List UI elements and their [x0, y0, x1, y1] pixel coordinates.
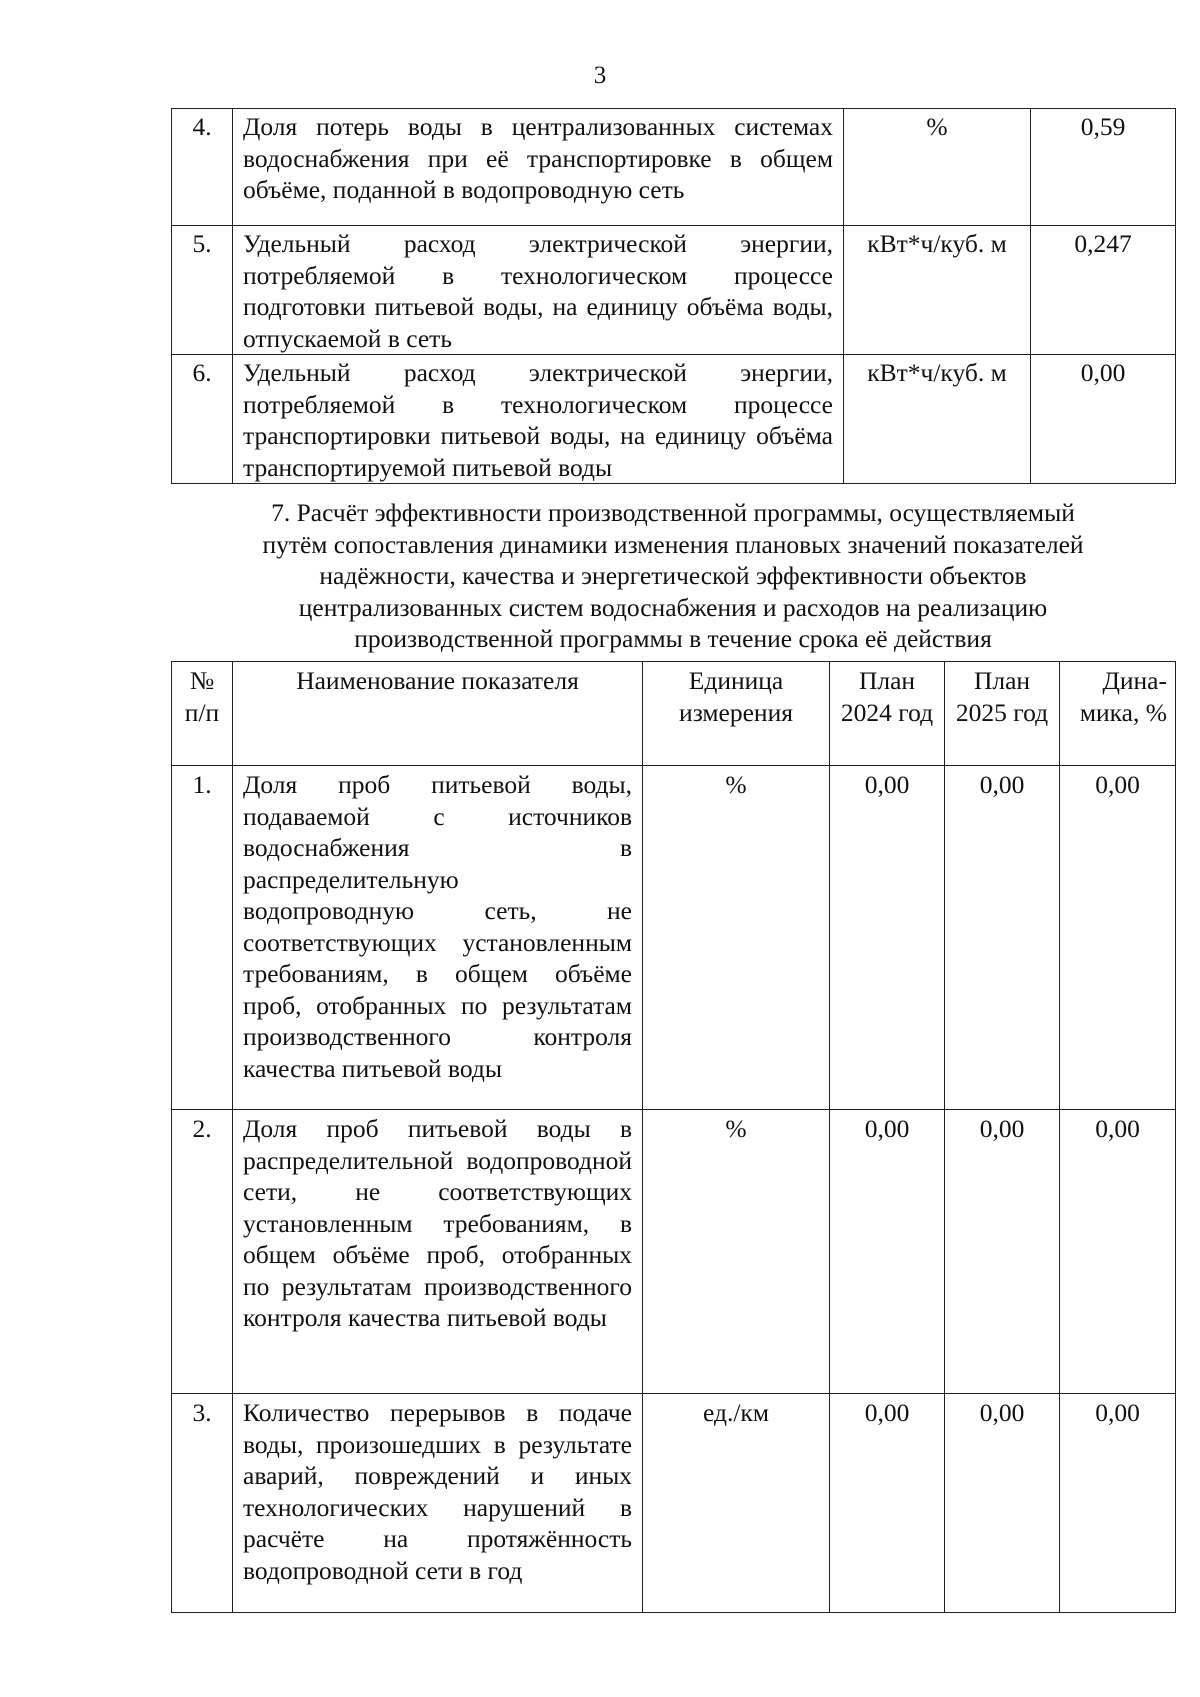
table-row [172, 355, 1176, 484]
indicator-name: Доля проб питьевой воды, подаваемой с источников водоснабжения в распределительную водопроводную сеть, не соответствующих установленным требованиям, в общем объёме проб, отобранных по результатам производственного контроля качества питьевой воды [233, 766, 643, 1110]
plan-2025-value: 0,00 [945, 766, 1060, 1110]
dynamics-value: 0,00 [1060, 1394, 1176, 1613]
section-title [171, 497, 1175, 655]
dynamics-value: 0,00 [1060, 1110, 1176, 1394]
header-name: Наименование показателя [233, 662, 643, 766]
indicator-value: 0,59 [1031, 109, 1176, 226]
table-row [172, 109, 1176, 226]
indicator-value: 0,00 [1031, 355, 1176, 484]
table-header-row [172, 662, 1176, 766]
section-title-line: 7. Расчёт эффективности производственной программы, осуществляемый [271, 498, 1075, 527]
indicator-name: Количество перерывов в подаче воды, произошедших в результате аварий, повреждений и иных технологических нарушений в расчёте на протяжённость водопроводной сети в год [233, 1394, 643, 1613]
row-number: 2. [172, 1110, 233, 1394]
indicator-name: Доля потерь воды в централизованных системах водоснабжения при её транспортировке в общем объёме, поданной в водопроводную сеть [233, 109, 844, 226]
section-title-line: централизованных систем водоснабжения и расходов на реализацию [298, 592, 1048, 622]
section-title-line: надёжности, качества и энергетической эффективности объектов [319, 561, 1027, 590]
row-number: 5. [172, 226, 233, 355]
header-dynamics: Дина-мика, % [1060, 662, 1176, 766]
indicator-unit: % [643, 766, 830, 1110]
indicator-name: Удельный расход электрической энергии, потребляемой в технологическом процессе транспортировки питьевой воды, на единицу объёма транспортируемой питьевой воды [233, 355, 844, 484]
indicator-unit: ед./км [643, 1394, 830, 1613]
table-row [172, 1394, 1176, 1613]
header-plan-2025: План 2025 год [945, 662, 1060, 766]
plan-2025-value: 0,00 [945, 1394, 1060, 1613]
section-title-line: производственной программы в течение срока её действия [354, 624, 992, 653]
plan-2024-value: 0,00 [830, 1110, 945, 1394]
indicator-name: Доля проб питьевой воды в распределительной водопроводной сети, не соответствующих установленным требованиям, в общем объёме проб, отобранных по результатам производственного контроля качества питьевой воды [233, 1110, 643, 1394]
row-number: 3. [172, 1394, 233, 1613]
indicator-unit: % [844, 109, 1031, 226]
row-number: 6. [172, 355, 233, 484]
indicators-table-continued [171, 108, 1176, 484]
indicator-value: 0,247 [1031, 226, 1176, 355]
header-plan-2024: План 2024 год [830, 662, 945, 766]
plan-2025-value: 0,00 [945, 1110, 1060, 1394]
page-number: 3 [593, 62, 607, 89]
indicator-name: Удельный расход электрической энергии, потребляемой в технологическом процессе подготовки питьевой воды, на единицу объёма воды, отпускаемой в сеть [233, 226, 844, 355]
plan-2024-value: 0,00 [830, 766, 945, 1110]
table-row [172, 766, 1176, 1110]
row-number: 4. [172, 109, 233, 226]
header-unit: Единица измерения [643, 662, 830, 766]
row-number: 1. [172, 766, 233, 1110]
indicator-unit: кВт*ч/куб. м [844, 226, 1031, 355]
indicator-unit: кВт*ч/куб. м [844, 355, 1031, 484]
section-title-line: путём сопоставления динамики изменения плановых значений показателей [262, 529, 1084, 559]
efficiency-table [171, 661, 1176, 1613]
header-number: № п/п [172, 662, 233, 766]
table-row [172, 226, 1176, 355]
indicator-unit: % [643, 1110, 830, 1394]
dynamics-value: 0,00 [1060, 766, 1176, 1110]
plan-2024-value: 0,00 [830, 1394, 945, 1613]
table-row [172, 1110, 1176, 1394]
